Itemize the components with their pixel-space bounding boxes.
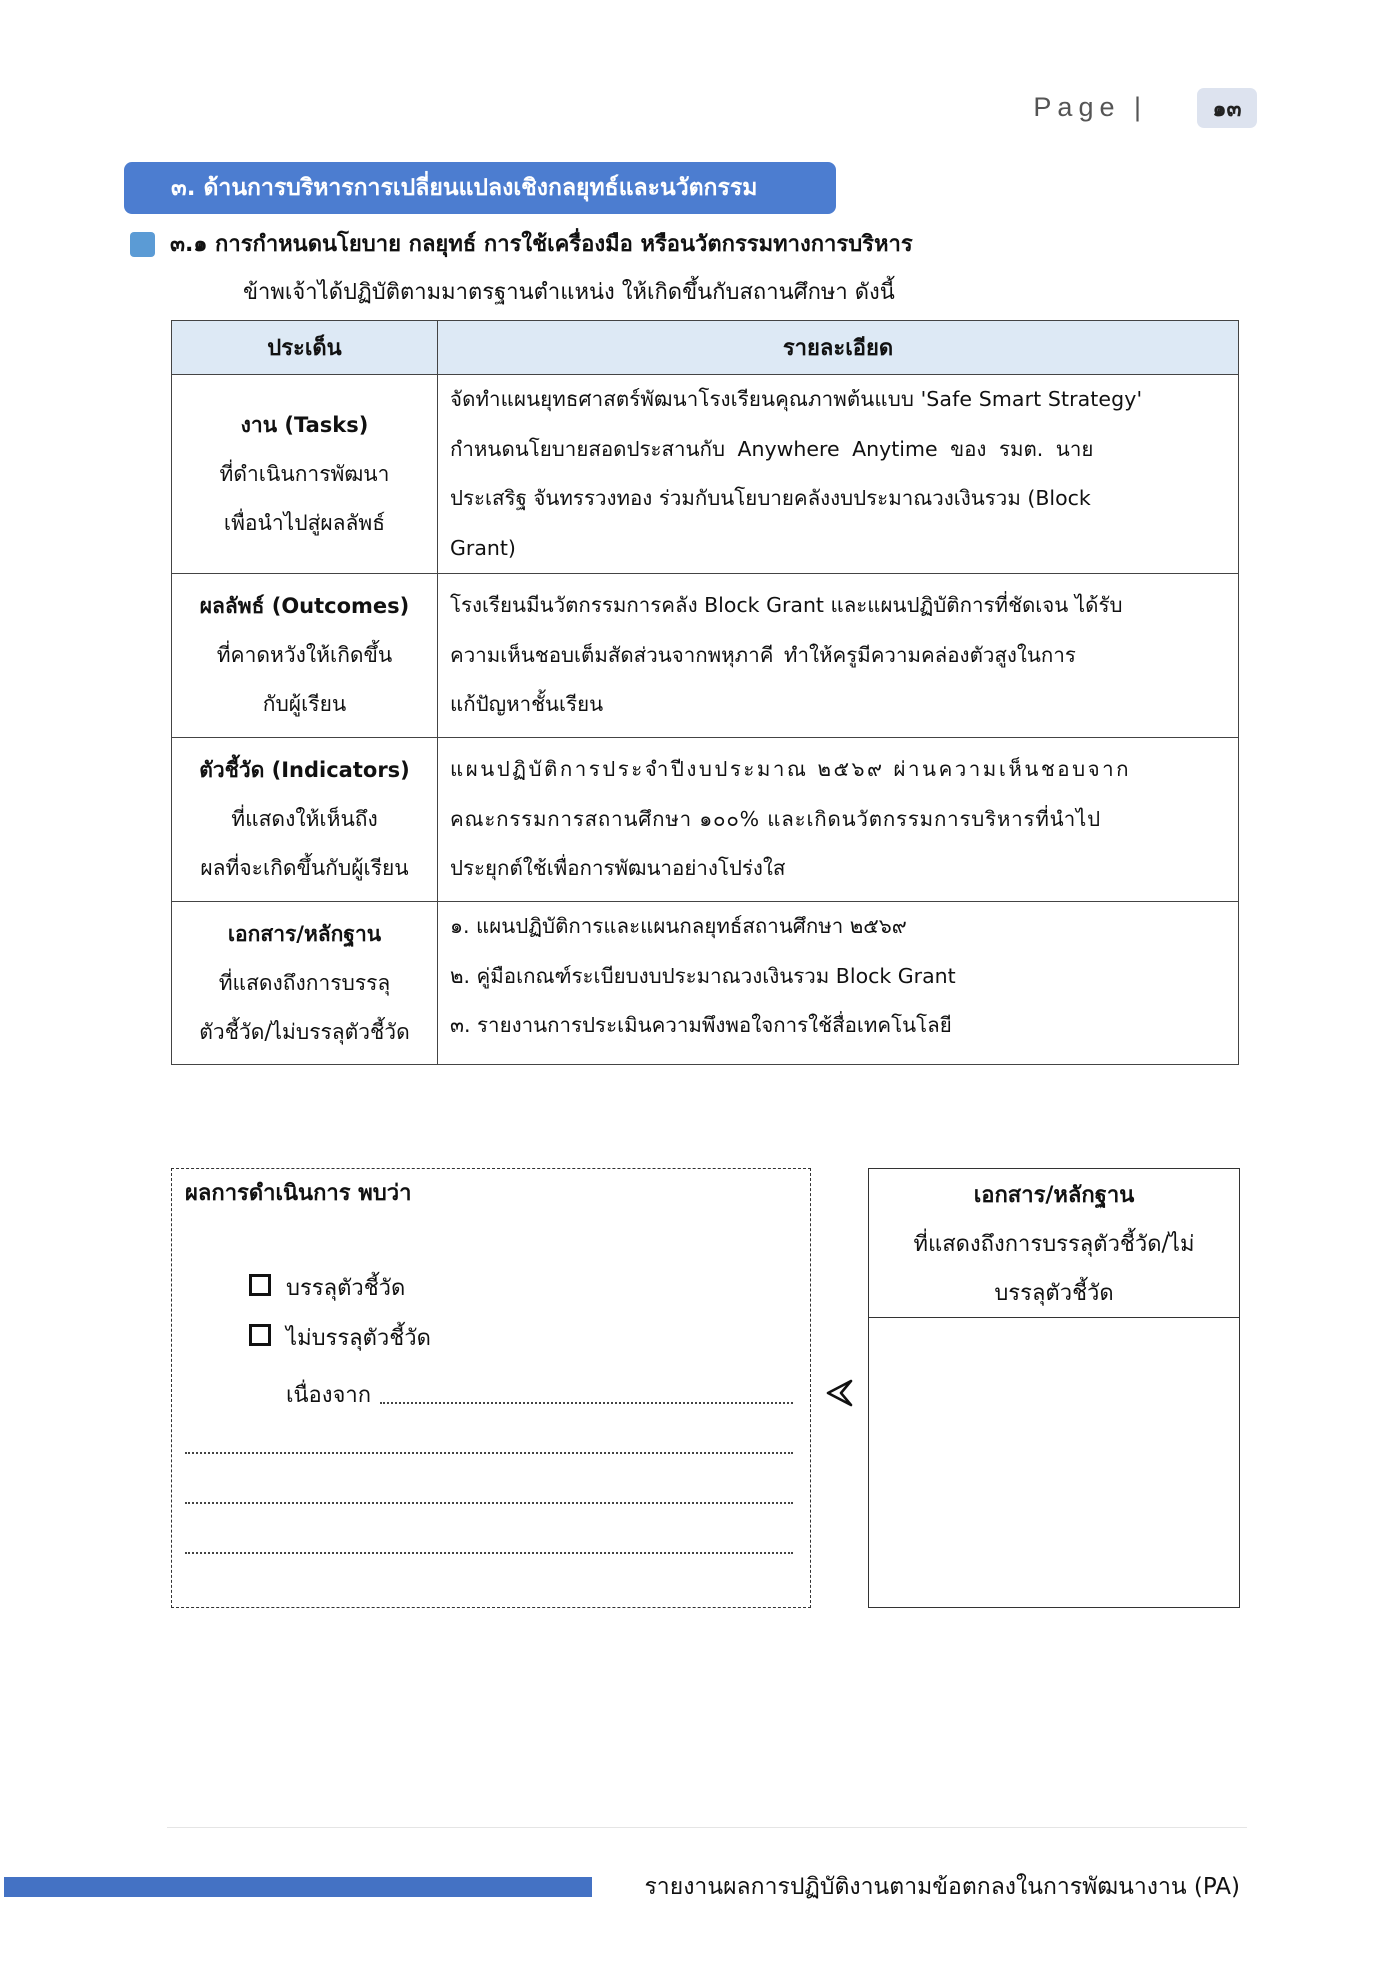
table-row-indicators <box>172 738 1239 902</box>
checkbox-not-achieved-label: ไม่บรรลุตัวชี้วัด <box>286 1326 431 1351</box>
because-label: เนื่องจาก <box>286 1383 372 1408</box>
issue-sub: ตัวชี้วัด/ไม่บรรลุตัวชี้วัด <box>199 1019 410 1044</box>
section-banner <box>124 162 836 214</box>
section-title: ๓. ด้านการบริหารการเปลี่ยนแปลงเชิงกลยุทธ์และนวัตกรรม <box>171 175 758 201</box>
table-row-evidence <box>172 902 1239 1065</box>
page-number-badge <box>1197 88 1257 128</box>
detail-line: Grant) <box>450 535 516 560</box>
fill-line[interactable] <box>185 1452 793 1454</box>
details-table <box>171 320 1239 1065</box>
detail-line: ประยุกต์ใช้เพื่อการพัฒนาอย่างโปร่งใส <box>450 856 786 881</box>
results-title: ผลการดำเนินการ พบว่า <box>185 1181 412 1206</box>
checkbox-not-achieved[interactable] <box>249 1324 271 1346</box>
issue-title: งาน (Tasks) <box>240 412 369 437</box>
issue-sub: ที่คาดหวังให้เกิดขึ้น <box>216 643 393 667</box>
issue-sub: ที่ดำเนินการพัฒนา <box>219 461 390 486</box>
evidence-box-header <box>868 1168 1240 1318</box>
issue-sub: กับผู้เรียน <box>262 692 347 716</box>
issue-cell <box>172 738 438 902</box>
detail-cell <box>438 738 1239 902</box>
subsection-title: ๓.๑ การกำหนดนโยบาย กลยุทธ์ การใช้เครื่องมือ หรือนวัตกรรมทางการบริหาร <box>170 232 913 257</box>
evidence-box-subtitle: ที่แสดงถึงการบรรลุตัวชี้วัด/ไม่ <box>913 1232 1195 1257</box>
detail-line: จัดทำแผนยุทธศาสตร์พัฒนาโรงเรียนคุณภาพต้นแบบ 'Safe Smart Strategy' <box>450 387 1143 411</box>
page-label: Page | <box>1033 92 1147 122</box>
evidence-box-title: เอกสาร/หลักฐาน <box>973 1183 1135 1208</box>
results-box <box>171 1168 811 1608</box>
detail-cell <box>438 574 1239 738</box>
issue-title: ตัวชี้วัด (Indicators) <box>199 758 410 782</box>
arrow-left-icon-svg <box>825 1378 853 1408</box>
because-fill-line[interactable] <box>380 1402 793 1404</box>
table-header-row <box>172 321 1239 375</box>
issue-sub: ผลที่จะเกิดขึ้นกับผู้เรียน <box>200 856 409 880</box>
issue-cell <box>172 375 438 574</box>
detail-line: ๓. รายงานการประเมินความพึงพอใจการใช้สื่อเทคโนโลยี <box>450 1013 952 1037</box>
issue-title: เอกสาร/หลักฐาน <box>227 921 382 946</box>
header-detail: รายละเอียด <box>438 321 1239 375</box>
table-row-tasks <box>172 375 1239 574</box>
detail-line: ๑. แผนปฏิบัติการและแผนกลยุทธ์สถานศึกษา ๒๕๖๙ <box>450 914 907 938</box>
detail-line: แก้ปัญหาชั้นเรียน <box>450 692 604 717</box>
footer-accent-bar <box>4 1877 592 1897</box>
subsection-bullet-icon <box>130 232 155 257</box>
footer-divider <box>167 1827 1247 1828</box>
detail-line: ประเสริฐ จันทรรวงทอง ร่วมกับนโยบายคลังงบประมาณวงเงินรวม (Block <box>450 486 1091 510</box>
issue-title: ผลลัพธ์ (Outcomes) <box>199 594 410 618</box>
detail-line: กำหนดนโยบายสอดประสานกับ Anywhere Anytime ของ รมต. นาย <box>450 436 1094 461</box>
detail-line: คณะกรรมการสถานศึกษา ๑๐๐% และเกิดนวัตกรรมการบริหารที่นำไป <box>450 806 1101 831</box>
detail-line: แผนปฏิบัติการประจำปีงบประมาณ ๒๕๖๙ ผ่านความเห็นชอบจาก <box>450 757 1132 782</box>
detail-cell <box>438 902 1239 1065</box>
checkbox-achieved-label: บรรลุตัวชี้วัด <box>286 1276 406 1301</box>
detail-line: โรงเรียนมีนวัตกรรมการคลัง Block Grant และแผนปฏิบัติการที่ชัดเจน ได้รับ <box>450 593 1123 618</box>
detail-cell <box>438 375 1239 574</box>
issue-cell <box>172 574 438 738</box>
issue-sub: ที่แสดงให้เห็นถึง <box>231 807 378 831</box>
detail-line: ความเห็นชอบเต็มสัดส่วนจากพหุภาคี ทำให้ครูมีความคล่องตัวสูงในการ <box>450 642 1076 667</box>
issue-sub: เพื่อนำไปสู่ผลลัพธ์ <box>223 510 386 535</box>
detail-line: ๒. คู่มือเกณฑ์ระเบียบงบประมาณวงเงินรวม Block Grant <box>450 963 956 988</box>
fill-line[interactable] <box>185 1552 793 1554</box>
arrow-left-icon <box>825 1378 853 1416</box>
issue-cell <box>172 902 438 1065</box>
fill-line[interactable] <box>185 1502 793 1504</box>
evidence-box-subtitle: บรรลุตัวชี้วัด <box>994 1281 1114 1306</box>
table-row-outcomes <box>172 574 1239 738</box>
intro-text: ข้าพเจ้าได้ปฏิบัติตามมาตรฐานตำแหน่ง ให้เกิดขึ้นกับสถานศึกษา ดังนี้ <box>243 280 895 305</box>
header-issue: ประเด็น <box>172 321 438 375</box>
footer-text: รายงานผลการปฏิบัติงานตามข้อตกลงในการพัฒนางาน (PA) <box>644 1874 1240 1900</box>
page-number: ๑๓ <box>1212 96 1242 122</box>
checkbox-achieved[interactable] <box>249 1274 271 1296</box>
issue-sub: ที่แสดงถึงการบรรลุ <box>218 970 391 995</box>
